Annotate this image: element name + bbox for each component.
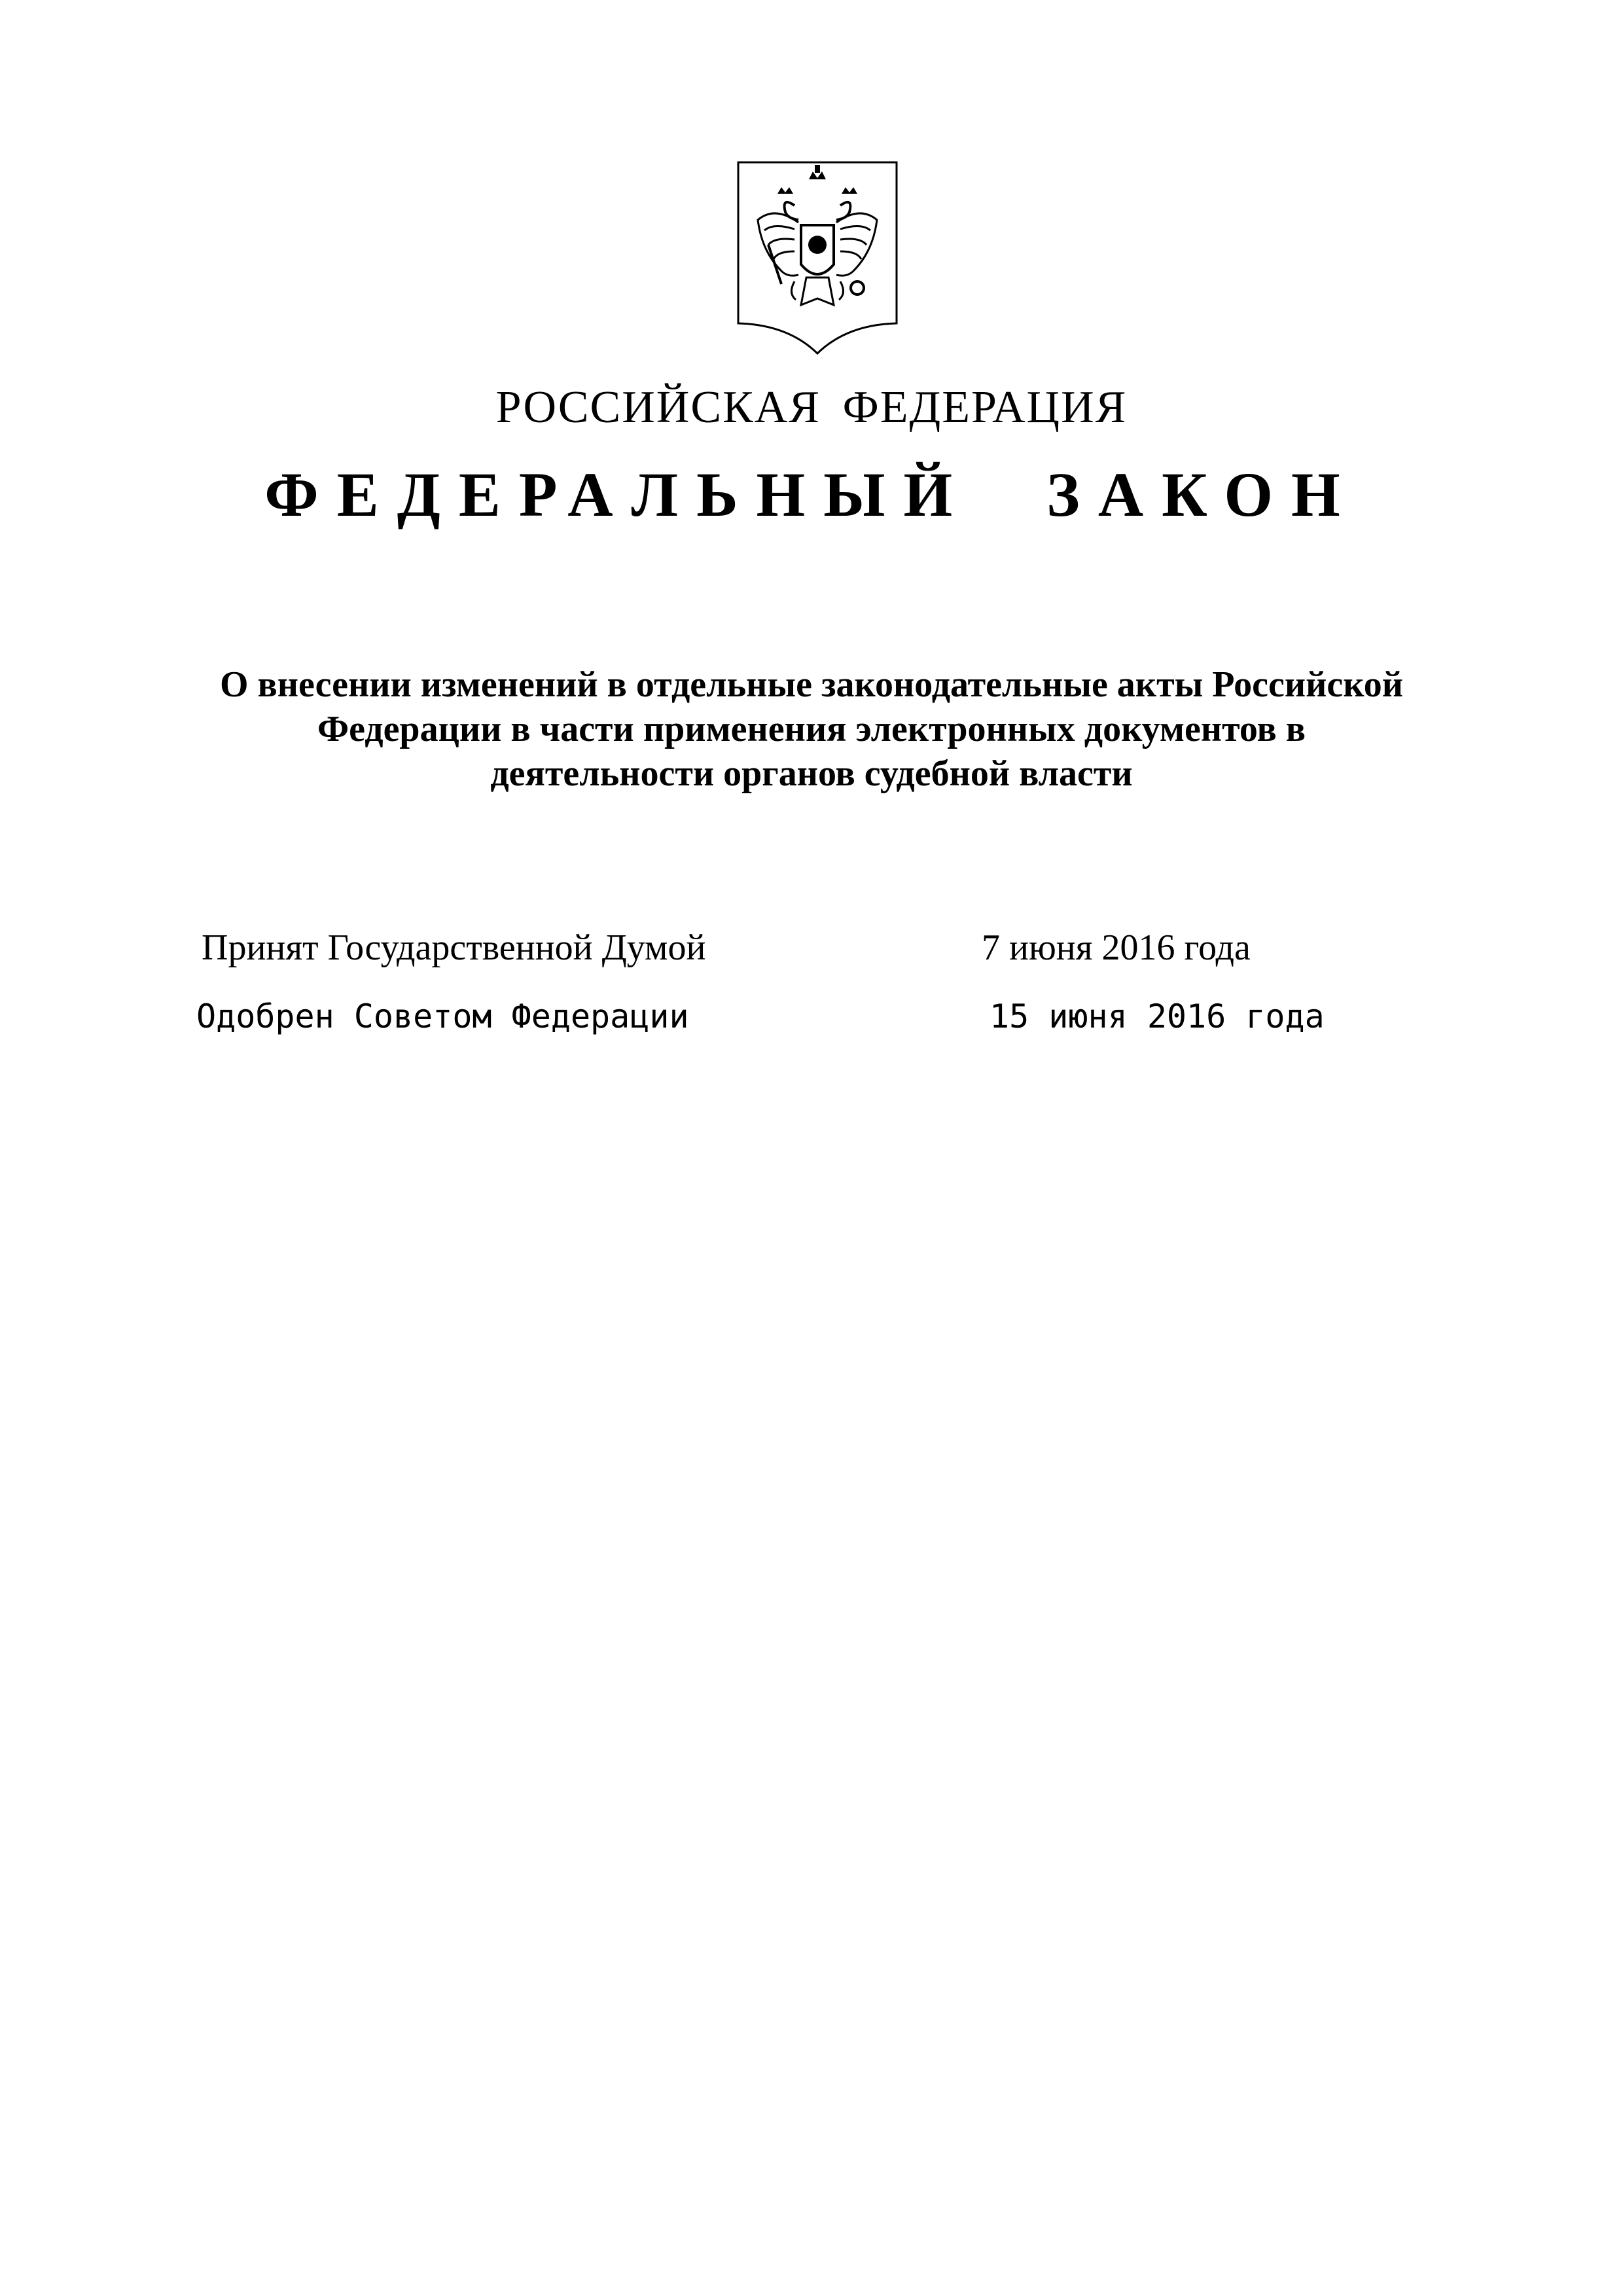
document-type: ФЕДЕРАЛЬНЫЙ ЗАКОН	[264, 459, 1359, 529]
adoption-label: Одобрен Советом Федерации	[196, 997, 689, 1035]
document-title	[0, 662, 1623, 796]
adoption-date: 15 июня 2016 года	[990, 997, 1325, 1035]
document-title-line: деятельности органов судебной власти	[490, 753, 1133, 794]
adoption-label: Принят Государственной Думой	[202, 927, 706, 968]
adoption-date: 7 июня 2016 года	[982, 927, 1251, 968]
document-title-line: Федерации в части применения электронных документов в	[317, 709, 1306, 749]
document-title-line: О внесении изменений в отдельные законодательные акты Российской	[219, 664, 1404, 705]
adoption-row-duma	[0, 929, 1623, 975]
adoption-row-council	[0, 997, 1623, 1046]
coat-of-arms-icon	[736, 160, 899, 356]
country-name: РОССИЙСКАЯ ФЕДЕРАЦИЯ	[495, 382, 1128, 433]
